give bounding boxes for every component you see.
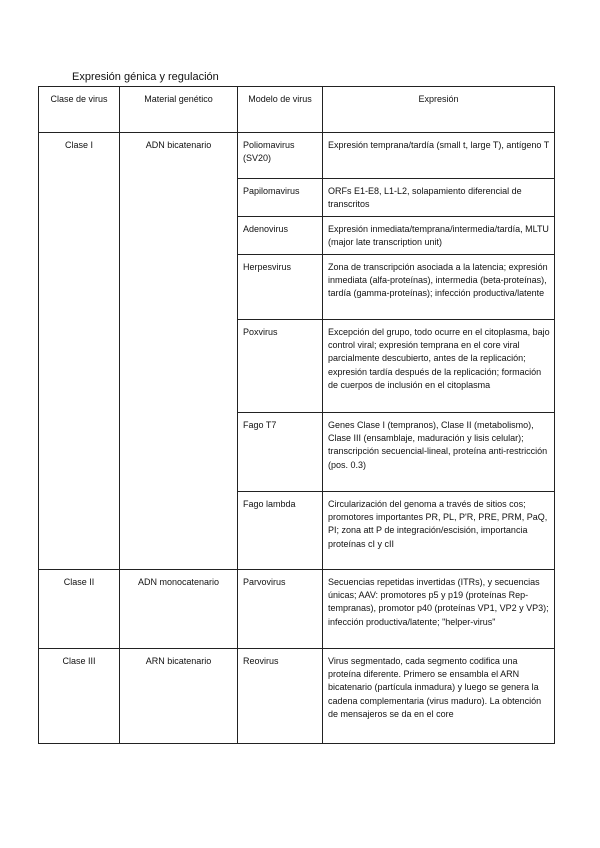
cell-expresion: Genes Clase I (tempranos), Clase II (metabolismo), Clase III (ensamblaje, maduración y lisis celular); transcripción secuencial-lineal, proteína anti-restricción (pos. 0.3)	[323, 413, 555, 492]
cell-modelo: Fago lambda	[238, 492, 323, 570]
cell-expresion: Zona de transcripción asociada a la latencia; expresión inmediata (alfa-proteínas), intermedia (beta-proteínas), tardía (gamma-proteínas); infección productiva/latente	[323, 255, 555, 320]
cell-modelo: Reovirus	[238, 649, 323, 744]
cell-modelo: Poliomavirus (SV20)	[238, 133, 323, 179]
cell-modelo: Fago T7	[238, 413, 323, 492]
cell-clase: Clase II	[39, 570, 120, 649]
header-clase: Clase de virus	[39, 87, 120, 133]
cell-expresion: Secuencias repetidas invertidas (ITRs), y secuencias únicas; AAV: promotores p5 y p19 (proteínas Rep-tempranas), promotor p40 (proteínas VP1, VP2 y VP3); infección productiva/latente; "helper-virus"	[323, 570, 555, 649]
cell-expresion: Expresión inmediata/temprana/intermedia/tardía, MLTU (major late transcription unit)	[323, 217, 555, 255]
cell-expresion: Expresión temprana/tardía (small t, large T), antígeno T	[323, 133, 555, 179]
cell-expresion: ORFs E1-E8, L1-L2, solapamiento diferencial de transcritos	[323, 179, 555, 217]
cell-expresion: Circularización del genoma a través de sitios cos; promotores importantes PR, PL, P'R, PRE, PRM, PaQ, PI; zona att P de integración/escisión, importancia proteínas cI y cII	[323, 492, 555, 570]
table-header-row	[39, 87, 555, 133]
cell-modelo: Papilomavirus	[238, 179, 323, 217]
cell-modelo: Herpesvirus	[238, 255, 323, 320]
virus-table	[38, 86, 555, 744]
table-row	[39, 649, 555, 744]
cell-material: ADN monocatenario	[120, 570, 238, 649]
header-material: Material genético	[120, 87, 238, 133]
cell-material: ARN bicatenario	[120, 649, 238, 744]
header-expresion: Expresión	[323, 87, 555, 133]
cell-clase: Clase III	[39, 649, 120, 744]
header-modelo: Modelo de virus	[238, 87, 323, 133]
cell-modelo: Poxvirus	[238, 320, 323, 413]
cell-expresion: Virus segmentado, cada segmento codifica una proteína diferente. Primero se ensambla el ARN bicatenario (partícula inmadura) y luego se genera la cadena complementaria (virus maduro). La obtención de mensajeros se da en el core	[323, 649, 555, 744]
cell-modelo: Adenovirus	[238, 217, 323, 255]
cell-clase: Clase I	[39, 133, 120, 570]
page-title: Expresión génica y regulación	[72, 71, 219, 83]
cell-material: ADN bicatenario	[120, 133, 238, 570]
cell-modelo: Parvovirus	[238, 570, 323, 649]
table-row	[39, 570, 555, 649]
cell-expresion: Excepción del grupo, todo ocurre en el citoplasma, bajo control viral; expresión temprana en el core viral parcialmente descubierto, antes de la replicación; expresión tardía después de la replicación; formación de cuerpos de inclusión en el citoplasma	[323, 320, 555, 413]
table-row	[39, 133, 555, 179]
